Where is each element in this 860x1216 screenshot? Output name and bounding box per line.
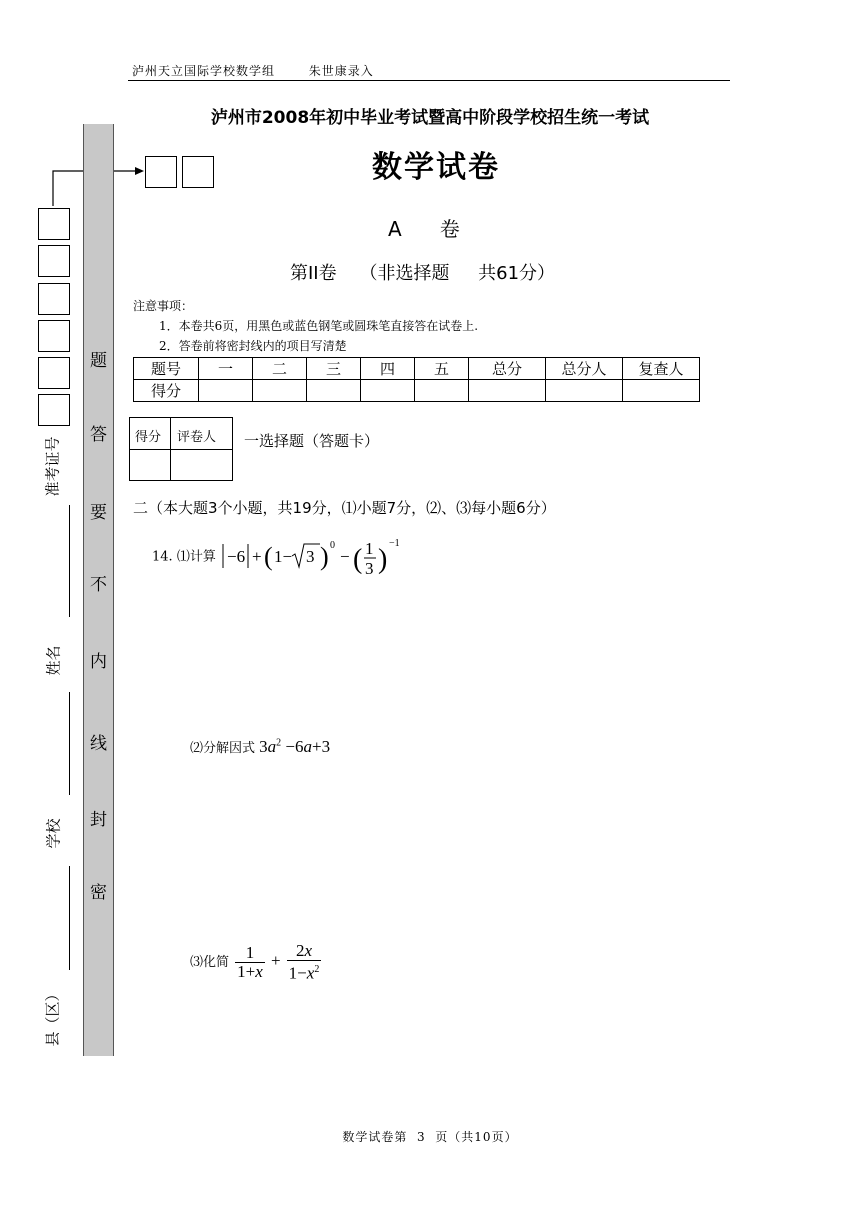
exam-number-box[interactable] — [182, 156, 214, 188]
svg-text:0: 0 — [329, 540, 335, 551]
score-entry-cell[interactable] — [415, 380, 469, 402]
section-a-label: 卷 — [439, 217, 460, 241]
svg-text:+: + — [251, 547, 262, 566]
strip-char: 密 — [90, 883, 107, 903]
side-label-name: 姓名 — [44, 645, 63, 676]
question-prefix: ⑴计算 — [176, 549, 216, 565]
svg-text:−1: −1 — [388, 538, 400, 549]
grader-box — [129, 417, 233, 481]
score-table — [133, 357, 700, 402]
strip-char: 要 — [90, 503, 107, 523]
section-a-letter: A — [388, 217, 402, 241]
table-cell: 四 — [361, 358, 415, 380]
question-14-1 — [152, 536, 460, 578]
notice-item: 2．答卷前将密封线内的项目写清楚 — [159, 339, 347, 353]
svg-text:1: 1 — [364, 539, 374, 558]
side-label-county: 县（区） — [43, 986, 62, 1047]
table-row — [134, 380, 700, 402]
notice-item: 1．本卷共6页，用黑色或蓝色钢笔或圆珠笔直接答在试卷上. — [159, 319, 479, 333]
name-write-line[interactable] — [69, 692, 70, 795]
grader-name-label: 评卷人 — [177, 430, 217, 445]
table-cell: 题号 — [134, 358, 199, 380]
school-write-line[interactable] — [69, 866, 70, 970]
table-cell: 三 — [307, 358, 361, 380]
score-entry-cell[interactable] — [623, 380, 700, 402]
table-cell: 总分人 — [546, 358, 623, 380]
grader-score-label: 得分 — [135, 430, 162, 445]
svg-text:−6: −6 — [226, 547, 246, 566]
id-digit-box[interactable] — [38, 245, 70, 277]
id-digit-box[interactable] — [38, 394, 70, 426]
svg-text:3: 3 — [305, 547, 315, 566]
recorder: 朱世康录入 — [308, 64, 374, 78]
q14-3-fraction-2: $\frac{2x}{1-x^2}$ — [288, 941, 320, 983]
strip-char: 题 — [90, 351, 107, 371]
binding-strip — [83, 124, 114, 1056]
exam-id-write-line[interactable] — [69, 505, 70, 617]
score-entry-cell[interactable] — [546, 380, 623, 402]
notice-heading: 注意事项： — [133, 299, 194, 313]
svg-text:3: 3 — [364, 559, 374, 578]
svg-text:(: ( — [263, 542, 273, 571]
notice — [133, 296, 478, 356]
strip-char: 内 — [90, 652, 107, 672]
svg-text:1−: 1− — [273, 547, 293, 566]
table-cell: 五 — [415, 358, 469, 380]
exam-title: 泸州市2008年初中毕业考试暨高中阶段学校招生统一考试 — [210, 108, 650, 128]
part-title: 第II卷 （非选择题 共61分） — [290, 263, 556, 284]
svg-text:): ) — [377, 544, 388, 575]
id-digit-box[interactable] — [38, 208, 70, 240]
q14-3-fraction-1: $\frac{1}{1+x}$ — [237, 942, 263, 981]
table-cell: 二 — [253, 358, 307, 380]
strip-char: 不 — [90, 575, 107, 595]
side-label-school: 学校 — [44, 818, 63, 849]
plus-sign: + — [270, 950, 281, 970]
svg-text:−: − — [339, 547, 350, 566]
question-prefix: ⑵分解因式 — [190, 741, 256, 756]
score-entry-cell[interactable] — [199, 380, 253, 402]
q1-heading: 一选择题（答题卡） — [244, 432, 380, 450]
score-entry-cell[interactable] — [253, 380, 307, 402]
subject-title: 数学试卷 — [372, 150, 500, 185]
table-cell: 一 — [199, 358, 253, 380]
strip-char: 封 — [90, 810, 107, 830]
side-label-exam-id: 准考证号 — [43, 436, 62, 497]
table-cell: 复查人 — [623, 358, 700, 380]
svg-text:): ) — [319, 542, 329, 571]
id-digit-box[interactable] — [38, 283, 70, 315]
q2-heading: 二（本大题3个小题，共19分，⑴小题7分，⑵、⑶每小题6分） — [133, 499, 556, 517]
svg-text:(: ( — [352, 544, 363, 575]
id-digit-box[interactable] — [38, 320, 70, 352]
question-14-3 — [190, 942, 323, 983]
score-entry-cell[interactable] — [361, 380, 415, 402]
strip-char: 答 — [90, 425, 107, 445]
q14-1-formula — [220, 536, 460, 578]
page-footer: 数学试卷第 3 页（共10页） — [342, 1130, 518, 1144]
exam-number-box[interactable] — [145, 156, 177, 188]
id-digit-box[interactable] — [38, 357, 70, 389]
table-cell: 得分 — [134, 380, 199, 402]
question-14-2 — [190, 737, 330, 757]
score-entry-cell[interactable] — [307, 380, 361, 402]
score-entry-cell[interactable] — [469, 380, 546, 402]
table-row — [134, 358, 700, 380]
question-number: 14. — [152, 549, 173, 565]
strip-char: 线 — [90, 734, 107, 754]
school-group: 泸州天立国际学校数学组 — [132, 64, 276, 78]
q14-2-formula: $3a^2 -6a+3$ — [259, 737, 331, 756]
table-cell: 总分 — [469, 358, 546, 380]
question-prefix: ⑶化简 — [190, 954, 230, 970]
